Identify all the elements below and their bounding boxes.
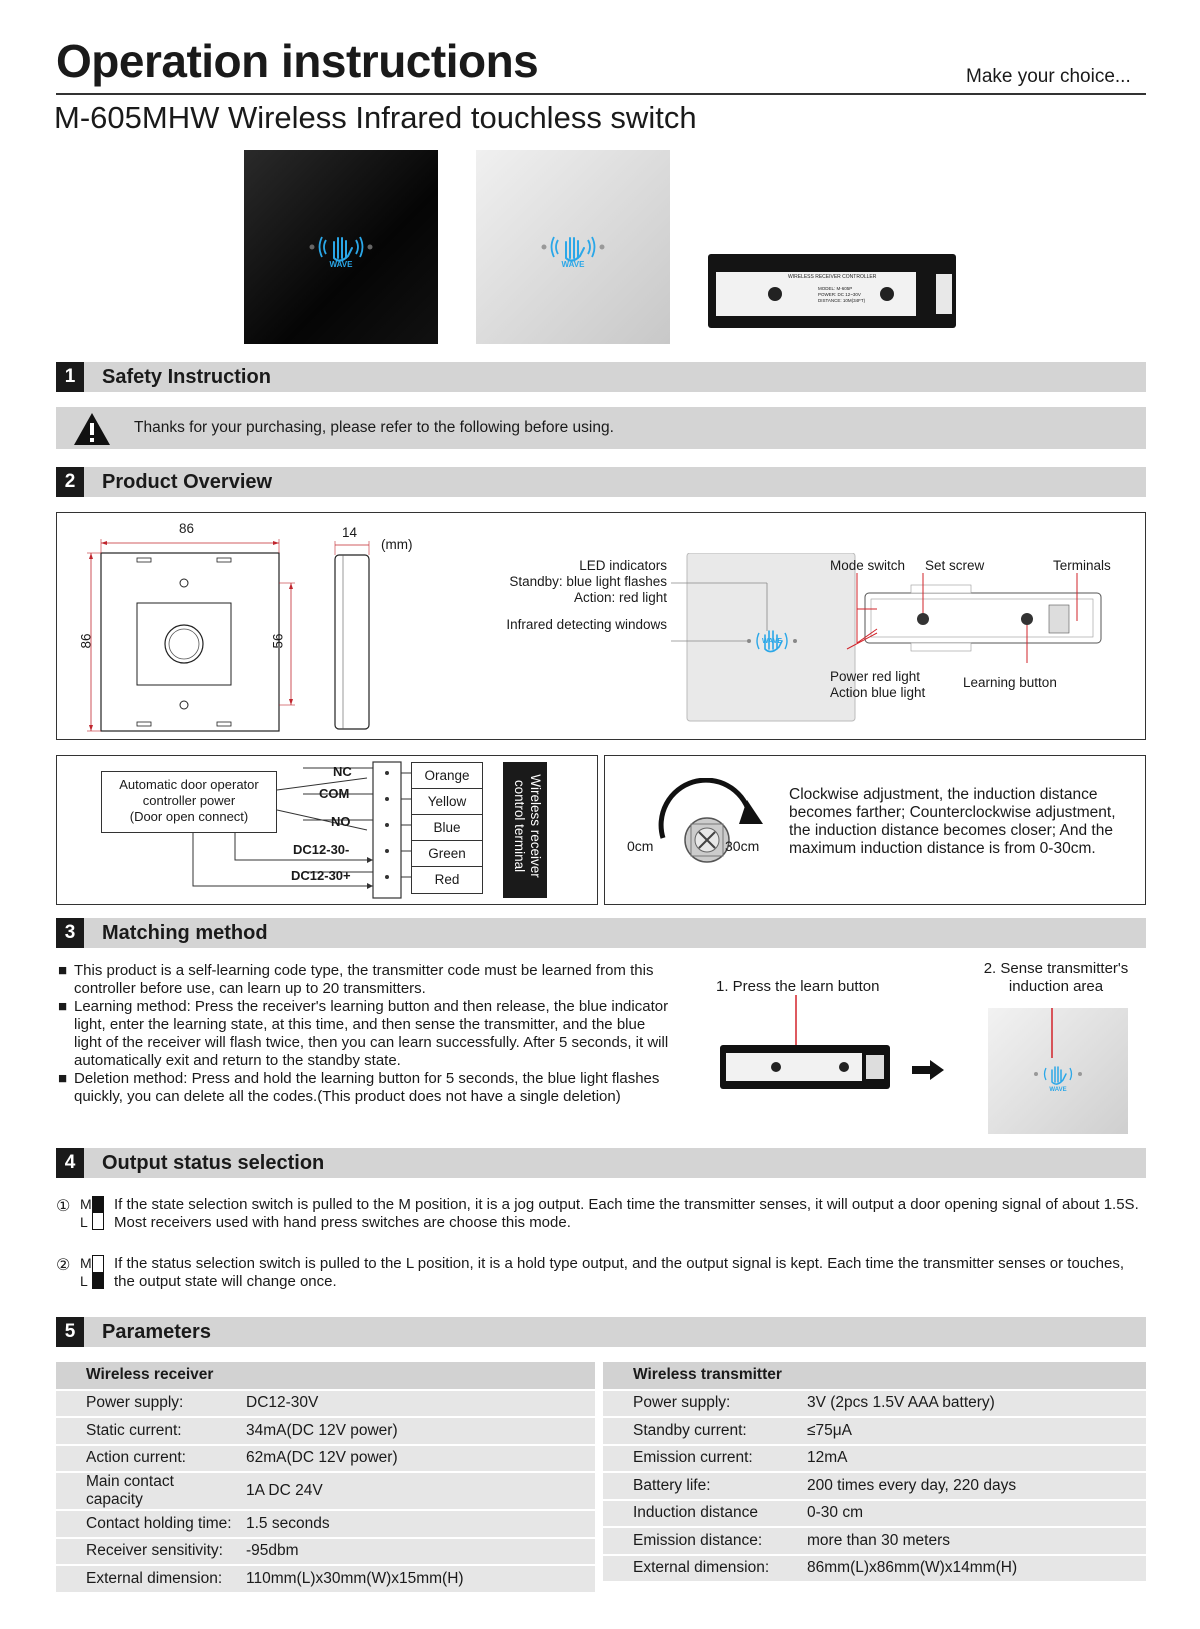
hand-wave-icon	[244, 150, 438, 344]
pin-no: NO	[331, 814, 351, 829]
item-marker: ①	[56, 1198, 71, 1215]
receiver-label: WIRELESS RECEIVER CONTROLLER	[788, 274, 877, 280]
receiver-distance: DISTANCE: 10M(34FT)	[818, 298, 866, 303]
power-light-label	[830, 669, 925, 701]
param-value: 200 times every day, 220 days	[795, 1472, 1146, 1500]
param-label: External dimension:	[603, 1555, 795, 1583]
terminals-label: Terminals	[1053, 558, 1111, 573]
transmitter-params-table	[603, 1362, 1146, 1583]
param-value: 3V (2pcs 1.5V AAA battery)	[795, 1390, 1146, 1418]
led-title: LED indicators	[579, 558, 667, 573]
safety-notice	[56, 407, 1146, 449]
table-heading: Wireless receiver	[56, 1362, 595, 1390]
matching-bullets	[56, 962, 672, 1106]
wave-label: WAVE	[561, 260, 585, 269]
table-row	[56, 1390, 595, 1418]
dim-depth-label: 14	[342, 525, 358, 540]
table-row	[603, 1472, 1146, 1500]
output-item-text: If the state selection switch is pulled to the M position, it is a jog output. Each time the transmitter senses, it will output a door opening signal of about 1.5S. Most receivers used with hand press switches are choose this mode.	[114, 1196, 1139, 1231]
bullet-text: This product is a self-learning code type, the transmitter code must be learned from this controller before use, can learn up to 20 transmitters.	[74, 962, 654, 997]
table-row	[603, 1445, 1146, 1473]
terminal-line1: Wireless receiver	[528, 774, 543, 878]
hand-wave-icon	[988, 1008, 1128, 1134]
learn-button-diagram	[716, 995, 896, 1095]
product-subtitle: M-605MHW Wireless Infrared touchless switch	[54, 100, 697, 135]
adjust-dial-icon	[649, 778, 779, 878]
section-header	[56, 1317, 1146, 1347]
section-title: Product Overview	[102, 471, 273, 493]
table-row	[56, 1445, 595, 1473]
table-row	[56, 1565, 595, 1593]
step2-line1: 2. Sense transmitter's	[983, 960, 1129, 977]
led-standby: Standby: blue light flashes	[509, 574, 667, 589]
param-value: 62mA(DC 12V power)	[234, 1445, 595, 1473]
bullet-text: Deletion method: Press and hold the learning button for 5 seconds, the blue light flashes quickly, you can delete all the codes.(This product does not have a single deletion)	[74, 1070, 660, 1105]
table-row	[603, 1500, 1146, 1528]
section-header	[56, 362, 1146, 392]
param-label: External dimension:	[56, 1565, 234, 1593]
step1-label: 1. Press the learn button	[716, 978, 880, 995]
safety-notice-text: Thanks for your purchasing, please refer to the following before using.	[134, 419, 614, 436]
wire-color: Blue	[412, 815, 482, 841]
section-number: 2	[56, 467, 84, 497]
param-value: ≤75μA	[795, 1417, 1146, 1445]
wire-color-list	[411, 762, 483, 894]
adjust-description: Clockwise adjustment, the induction distance becomes farther; Counterclockwise adjustment, the induction distance becomes closer; And the maximum induction distance is from 0-30cm.	[789, 786, 1116, 857]
adjust-max-label: 30cm	[725, 838, 760, 854]
product-overview-box	[56, 512, 1146, 740]
param-value: 86mm(L)x86mm(W)x14mm(H)	[795, 1555, 1146, 1583]
wiring-diagram-box	[56, 755, 598, 905]
dim-inner-label: 56	[270, 633, 286, 649]
terminal-label	[503, 762, 547, 898]
wire-color: Yellow	[412, 789, 482, 815]
table-row	[56, 1510, 595, 1538]
switch-l-label: L	[80, 1214, 88, 1230]
switch-m-position-icon	[92, 1196, 104, 1230]
param-value: DC12-30V	[234, 1390, 595, 1418]
receiver-photo	[708, 254, 956, 328]
led-indicators-label	[417, 558, 667, 606]
action-light: Action blue light	[830, 685, 926, 700]
black-switch-photo	[244, 150, 438, 344]
set-screw-label: Set screw	[925, 558, 985, 573]
dim-height-label: 86	[78, 633, 94, 649]
bullet-item: ■ This product is a self-learning code type, the transmitter code must be learned from this controller before use, can learn up to 20 transmitters.	[58, 962, 654, 997]
param-value: 1A DC 24V	[234, 1472, 595, 1510]
param-label: Battery life:	[603, 1472, 795, 1500]
param-label: Static current:	[56, 1417, 234, 1445]
table-row	[603, 1390, 1146, 1418]
unit-label: (mm)	[381, 537, 413, 552]
section-title: Safety Instruction	[102, 366, 271, 388]
white-switch-photo	[476, 150, 670, 344]
param-label: Emission current:	[603, 1445, 795, 1473]
section-header	[56, 918, 1146, 948]
transmitter-sense-photo	[988, 1008, 1128, 1134]
wire-color: Orange	[412, 763, 482, 789]
param-label: Power supply:	[56, 1390, 234, 1418]
operator-line2: controller power	[142, 793, 236, 808]
switch-l-label: L	[80, 1273, 88, 1289]
warning-icon	[72, 411, 112, 447]
operator-line3: (Door open connect)	[129, 809, 249, 824]
pin-dc-minus: DC12-30-	[293, 842, 350, 857]
switch-m-label: M	[80, 1255, 92, 1271]
section-number: 4	[56, 1148, 84, 1178]
pin-dc-plus: DC12-30+	[291, 868, 351, 883]
bullet-text: Learning method: Press the receiver's learning button and then release, the blue indicator light, enter the learning state, at this time, and then sense the transmitter, and the blue light of the receiver will flash twice, then you can learn successfully. After 5 seconds, it will automatically exit and return to the standby state.	[74, 998, 669, 1069]
wire-color: Green	[412, 841, 482, 867]
section-number: 3	[56, 918, 84, 948]
learning-button-label: Learning button	[963, 675, 1057, 690]
step2-label	[972, 960, 1140, 996]
mode-switch-label: Mode switch	[830, 558, 906, 573]
section-number: 5	[56, 1317, 84, 1347]
param-label: Power supply:	[603, 1390, 795, 1418]
adjustment-box	[604, 755, 1146, 905]
table-row	[56, 1472, 595, 1510]
wire-color: Red	[434, 872, 460, 887]
table-row	[56, 1538, 595, 1566]
param-label: Standby current:	[603, 1417, 795, 1445]
param-value: 0-30 cm	[795, 1500, 1146, 1528]
param-label: Action current:	[56, 1445, 234, 1473]
receiver-params-table	[56, 1362, 595, 1594]
item-marker: ②	[56, 1257, 71, 1274]
section-title: Output status selection	[102, 1152, 325, 1174]
table-heading: Wireless transmitter	[603, 1362, 1146, 1390]
receiver-power: POWER: DC 12~30V	[818, 292, 861, 297]
param-value: 34mA(DC 12V power)	[234, 1417, 595, 1445]
param-label: Emission distance:	[603, 1527, 795, 1555]
table-row	[603, 1417, 1146, 1445]
header-divider	[56, 93, 1146, 95]
param-label: Receiver sensitivity:	[56, 1538, 234, 1566]
arrow-right-icon	[912, 1058, 946, 1082]
param-value: 1.5 seconds	[234, 1510, 595, 1538]
bullet-item: ■ Deletion method: Press and hold the learning button for 5 seconds, the blue light flashes quickly, you can delete all the codes.(This product does not have a single deletion)	[58, 1070, 660, 1105]
power-light: Power red light	[830, 669, 921, 684]
section-title: Matching method	[102, 922, 268, 944]
param-value: -95dbm	[234, 1538, 595, 1566]
table-row	[603, 1555, 1146, 1583]
table-row	[603, 1527, 1146, 1555]
pin-nc: NC	[333, 764, 352, 779]
pin-com: COM	[319, 786, 350, 801]
bullet-item: ■ Learning method: Press the receiver's learning button and then release, the blue indicator light, enter the learning state, at this time, and then sense the transmitter, and the blue light of the receiver will flash twice, then you can learn successfully. After 5 seconds, it will automatically exit and return to the standby state.	[58, 998, 669, 1069]
param-label: Contact holding time:	[56, 1510, 234, 1538]
hand-wave-icon	[476, 150, 670, 344]
wave-label: WAVE	[761, 638, 783, 645]
led-action: Action: red light	[573, 590, 667, 605]
section-header	[56, 1148, 1146, 1178]
wave-label: WAVE	[329, 260, 353, 269]
output-item-text: If the status selection switch is pulled to the L position, it is a hold type output, and the output signal is kept. Each time the transmitter senses or touches, the output state will change once.	[114, 1255, 1125, 1290]
step2-line2: induction area	[1008, 978, 1104, 995]
param-label: Main contact capacity	[56, 1472, 234, 1510]
dim-width-label: 86	[179, 521, 195, 536]
page-title: Operation instructions	[56, 35, 539, 87]
operator-line1: Automatic door operator	[119, 777, 259, 792]
wave-label: WAVE	[1049, 1087, 1067, 1093]
param-label: Induction distance	[603, 1500, 795, 1528]
table-row	[56, 1417, 595, 1445]
param-value: more than 30 meters	[795, 1527, 1146, 1555]
section-number: 1	[56, 362, 84, 392]
switch-m-label: M	[80, 1196, 92, 1212]
receiver-diagram	[827, 573, 1137, 683]
ir-window-label: Infrared detecting windows	[506, 617, 667, 632]
terminal-line2: control terminal	[512, 779, 527, 873]
dimension-drawing	[57, 513, 437, 741]
param-value: 110mm(L)x30mm(W)x15mm(H)	[234, 1565, 595, 1593]
adjust-min-label: 0cm	[627, 838, 654, 854]
receiver-model: MODEL: M-605P	[818, 286, 853, 291]
section-title: Parameters	[102, 1321, 211, 1343]
section-header	[56, 467, 1146, 497]
tagline: Make your choice...	[966, 66, 1131, 87]
param-value: 12mA	[795, 1445, 1146, 1473]
switch-l-position-icon	[92, 1255, 104, 1289]
